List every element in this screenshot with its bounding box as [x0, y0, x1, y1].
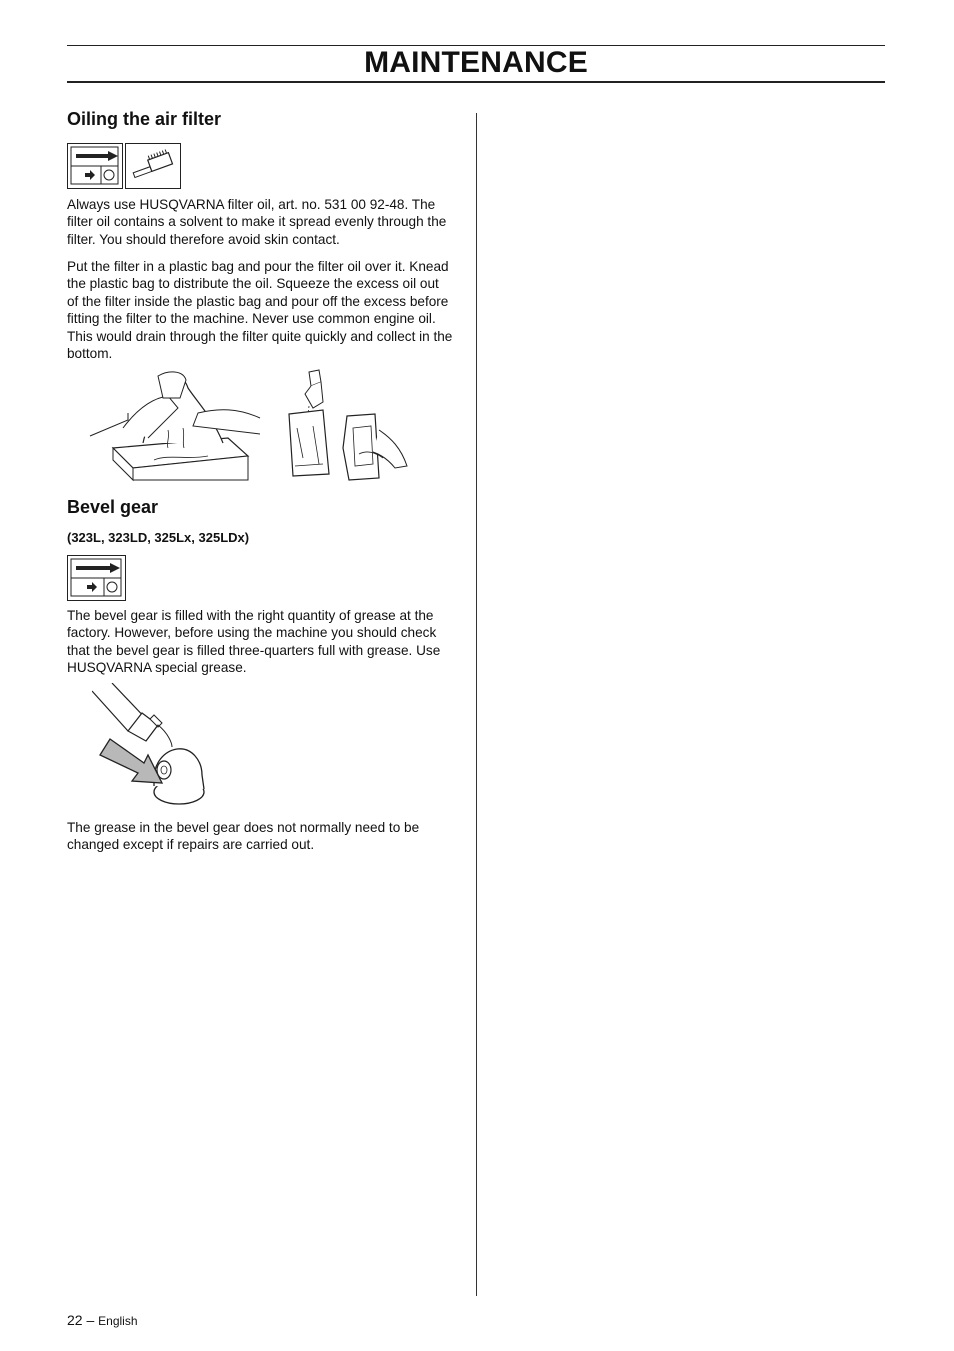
schedule-arrow-icon — [67, 555, 126, 601]
model-list: (323L, 323LD, 325Lx, 325LDx) — [67, 530, 250, 545]
section1-paragraph-2: Put the filter in a plastic bag and pour the filter oil over it. Knead the plastic bag to distribute the oil. Squeeze the excess oil out of the filter inside the plastic bag and pour off the excess before fitting the filter to the machine. Never use common engine oil. This would drain through the filter quite quickly and collect in the bottom. — [67, 259, 453, 362]
section-heading-bevel-gear: Bevel gear — [67, 497, 159, 517]
header-bottom-rule — [67, 81, 885, 83]
schedule-arrow-icon — [67, 143, 123, 189]
section-heading-oiling: Oiling the air filter — [67, 109, 222, 129]
pouring-oil-illustration — [283, 368, 411, 483]
brush-icon — [125, 143, 181, 189]
page-footer — [67, 1312, 138, 1328]
section1-paragraph-1: Always use HUSQVARNA filter oil, art. no. 531 00 92-48. The filter oil contains a solvent to make it spread evenly through the filter. You should therefore avoid skin contact. — [67, 197, 447, 247]
section2-paragraph-1: The bevel gear is filled with the right quantity of grease at the factory. However, before using the machine you should check that the bevel gear is filled three-quarters full with grease. Use HUSQVARNA special grease. — [67, 608, 441, 676]
section2-paragraph-2: The grease in the bevel gear does not normally need to be changed except if repairs are carried out. — [67, 820, 420, 853]
kneading-filter-illustration — [88, 368, 263, 483]
footer-language: English — [98, 1314, 138, 1328]
page-title: MAINTENANCE — [364, 46, 588, 79]
column-divider — [476, 113, 477, 1296]
page-number: 22 – — [67, 1312, 95, 1328]
bevel-gear-illustration — [92, 683, 210, 808]
